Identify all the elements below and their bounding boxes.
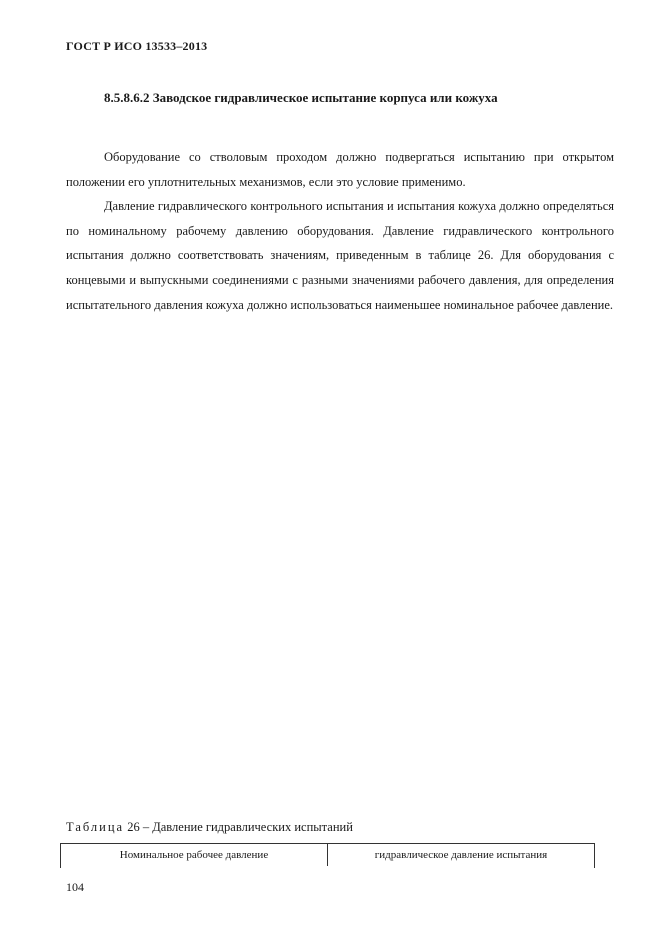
- table-caption-label: Таблица: [66, 820, 125, 834]
- body-text: [66, 145, 614, 317]
- pressure-table-header: [60, 843, 595, 868]
- table-caption-title: 26 – Давление гидравлических испытаний: [124, 820, 353, 834]
- paragraph-1: Оборудование со стволовым проходом должно подвергаться испытанию при открытом положении его уплотнительных механизмов, если это условие применимо.: [66, 150, 614, 189]
- document-code-header: ГОСТ Р ИСО 13533–2013: [66, 39, 208, 53]
- section-heading: 8.5.8.6.2 Заводское гидравлическое испытание корпуса или кожуха: [104, 90, 498, 105]
- page-number: 104: [66, 880, 84, 894]
- table-header-cell: Номинальное рабочее давление: [61, 844, 328, 866]
- table-header-cell: гидравлическое давление испытания: [374, 849, 548, 861]
- table-caption: [66, 820, 353, 835]
- paragraph-2: Давление гидравлического контрольного испытания и испытания кожуха должно определяться по номинальному рабочему давлению оборудования. Давление гидравлического контрольного испытания должно соответствовать значениям, приведенным в таблице 26. Для оборудования с концевыми и выпускными соединениями с разными значениями рабочего давления, для определения испытательного давления кожуха должно использоваться наименьшее номинальное рабочее давление.: [66, 199, 614, 312]
